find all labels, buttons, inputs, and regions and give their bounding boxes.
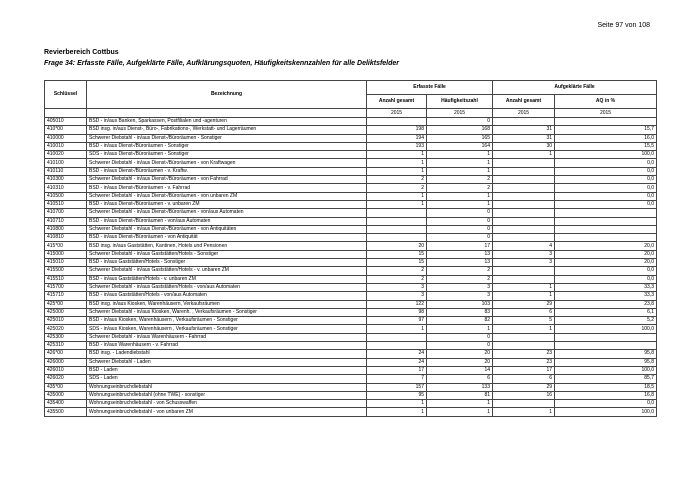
question-title: Frage 34: Erfasste Fälle, Aufgeklärte Fälle, Aufklärungsquoten, Häufigkeitskennzahlen für alle Deliktsfelder bbox=[44, 60, 400, 67]
table-row bbox=[45, 242, 657, 250]
table-row bbox=[45, 225, 657, 233]
row-haeufigkeitszahl: 0 bbox=[427, 209, 493, 217]
row-aufgeklaert bbox=[493, 159, 555, 167]
row-aufgeklaert: 23 bbox=[493, 350, 555, 358]
row-key: 410800 bbox=[45, 225, 87, 233]
row-anzahl: 1 bbox=[367, 167, 427, 175]
table-row bbox=[45, 383, 657, 391]
row-anzahl bbox=[367, 209, 427, 217]
table-row bbox=[45, 300, 657, 308]
row-aq: 0,0 bbox=[555, 267, 657, 275]
row-aq: 23,8 bbox=[555, 300, 657, 308]
row-haeufigkeitszahl: 1 bbox=[427, 192, 493, 200]
row-haeufigkeitszahl: 20 bbox=[427, 350, 493, 358]
row-label: BSD - in/aus Dienst-/Büroräumen - v. Fahrrad bbox=[87, 184, 367, 192]
row-anzahl: 98 bbox=[367, 308, 427, 316]
row-aq: 0,0 bbox=[555, 159, 657, 167]
table-row bbox=[45, 259, 657, 267]
row-label: Schwerer Diebstahl - in/aus Dienst-/Büroräumen - von Kraftwagen bbox=[87, 159, 367, 167]
table-row bbox=[45, 184, 657, 192]
row-aufgeklaert: 31 bbox=[493, 134, 555, 142]
row-anzahl: 194 bbox=[367, 134, 427, 142]
row-haeufigkeitszahl: 2 bbox=[427, 176, 493, 184]
row-anzahl: 3 bbox=[367, 283, 427, 291]
row-anzahl: 157 bbox=[367, 383, 427, 391]
row-haeufigkeitszahl: 83 bbox=[427, 308, 493, 316]
row-anzahl: 198 bbox=[367, 126, 427, 134]
table-row bbox=[45, 234, 657, 242]
row-aq bbox=[555, 209, 657, 217]
header-year: 2015 bbox=[427, 109, 493, 118]
table-row bbox=[45, 159, 657, 167]
header-bezeichnung: Bezeichnung bbox=[87, 81, 367, 109]
table-row bbox=[45, 325, 657, 333]
row-key: 415000 bbox=[45, 250, 87, 258]
row-label: SDS - in/aus Kiosken, Warenhäusern , Verkaufsräumen - Sonstiger bbox=[87, 325, 367, 333]
table-row bbox=[45, 400, 657, 408]
row-haeufigkeitszahl: 0 bbox=[427, 225, 493, 233]
row-key: 426010 bbox=[45, 366, 87, 374]
header-schluessel: Schlüssel bbox=[45, 81, 87, 109]
row-label: Schwerer Diebstahl - in/aus Dienst-/Büroräumen - von/aus Automaten bbox=[87, 209, 367, 217]
row-aufgeklaert bbox=[493, 176, 555, 184]
row-haeufigkeitszahl: 3 bbox=[427, 283, 493, 291]
row-aq: 95,8 bbox=[555, 358, 657, 366]
row-anzahl: 2 bbox=[367, 176, 427, 184]
row-key: 410000 bbox=[45, 134, 87, 142]
row-anzahl: 17 bbox=[367, 366, 427, 374]
row-aufgeklaert: 31 bbox=[493, 126, 555, 134]
row-label: Schwerer Diebstahl - in/aus Warenhäusern - Fahrrad bbox=[87, 333, 367, 341]
row-label: Wohnungseinbruchdiebstahl - von Schusswaffen bbox=[87, 400, 367, 408]
row-key: 410700 bbox=[45, 209, 87, 217]
row-aufgeklaert: 1 bbox=[493, 292, 555, 300]
row-key: 426020 bbox=[45, 375, 87, 383]
row-aufgeklaert: 1 bbox=[493, 283, 555, 291]
row-haeufigkeitszahl: 0 bbox=[427, 333, 493, 341]
row-haeufigkeitszahl: 13 bbox=[427, 259, 493, 267]
row-aq: 95,8 bbox=[555, 350, 657, 358]
row-aq: 0,0 bbox=[555, 400, 657, 408]
table-row bbox=[45, 134, 657, 142]
row-label: Schwerer Diebstahl - in/aus Dienst-/Büroräumen - Sonstiger bbox=[87, 134, 367, 142]
row-anzahl: 3 bbox=[367, 292, 427, 300]
row-anzahl bbox=[367, 333, 427, 341]
row-label: Schwerer Diebstahl - in/aus Kiosken, Warenh. , Verkaufsräumen - Sonstiger bbox=[87, 308, 367, 316]
row-haeufigkeitszahl: 0 bbox=[427, 342, 493, 350]
row-aq: 100,0 bbox=[555, 408, 657, 416]
row-aq: 16,0 bbox=[555, 134, 657, 142]
row-haeufigkeitszahl: 164 bbox=[427, 142, 493, 150]
row-label: Schwerer Diebstahl - in/aus Dienst-/Büroräumen - von unbaren ZM bbox=[87, 192, 367, 200]
row-anzahl: 2 bbox=[367, 275, 427, 283]
row-anzahl: 1 bbox=[367, 408, 427, 416]
row-aq: 0,0 bbox=[555, 275, 657, 283]
row-haeufigkeitszahl: 2 bbox=[427, 184, 493, 192]
row-key: 410310 bbox=[45, 184, 87, 192]
table-row bbox=[45, 317, 657, 325]
row-anzahl: 24 bbox=[367, 358, 427, 366]
row-aq: 15,5 bbox=[555, 142, 657, 150]
row-haeufigkeitszahl: 3 bbox=[427, 292, 493, 300]
row-aufgeklaert bbox=[493, 192, 555, 200]
row-key: 415710 bbox=[45, 292, 87, 300]
table-row bbox=[45, 292, 657, 300]
table-row bbox=[45, 267, 657, 275]
row-aufgeklaert: 6 bbox=[493, 308, 555, 316]
row-aufgeklaert: 1 bbox=[493, 151, 555, 159]
row-aq bbox=[555, 333, 657, 341]
table-row bbox=[45, 391, 657, 399]
row-anzahl: 122 bbox=[367, 300, 427, 308]
row-haeufigkeitszahl: 1 bbox=[427, 151, 493, 159]
row-aq: 33,3 bbox=[555, 283, 657, 291]
table-row bbox=[45, 209, 657, 217]
row-key: 410010 bbox=[45, 142, 87, 150]
row-key: 425300 bbox=[45, 333, 87, 341]
row-label: Schwerer Diebstahl - in/aus Dienst-/Büroräumen - von Antiquitäten bbox=[87, 225, 367, 233]
row-label: BSD - in/aus Warenhäusern - v. Fahrrad bbox=[87, 342, 367, 350]
row-label: Schwerer Diebstahl - in/aus Gaststätten/Hotels - Sonstiger bbox=[87, 250, 367, 258]
row-aufgeklaert: 30 bbox=[493, 142, 555, 150]
table-row bbox=[45, 366, 657, 374]
row-aufgeklaert bbox=[493, 167, 555, 175]
table-row bbox=[45, 283, 657, 291]
row-label: BSD insg. - Ladendiebstahl bbox=[87, 350, 367, 358]
table-row bbox=[45, 350, 657, 358]
row-aq: 33,3 bbox=[555, 292, 657, 300]
table-row bbox=[45, 217, 657, 225]
row-key: 435400 bbox=[45, 400, 87, 408]
table-row bbox=[45, 408, 657, 416]
region-title: Revierbereich Cottbus bbox=[44, 49, 119, 56]
row-key: 425310 bbox=[45, 342, 87, 350]
row-aq bbox=[555, 234, 657, 242]
row-anzahl: 2 bbox=[367, 267, 427, 275]
row-anzahl: 1 bbox=[367, 325, 427, 333]
row-aq: 16,8 bbox=[555, 391, 657, 399]
row-key: 426000 bbox=[45, 358, 87, 366]
row-anzahl: 1 bbox=[367, 159, 427, 167]
row-key: 410710 bbox=[45, 217, 87, 225]
row-haeufigkeitszahl: 2 bbox=[427, 275, 493, 283]
row-aufgeklaert: 17 bbox=[493, 366, 555, 374]
row-aufgeklaert bbox=[493, 234, 555, 242]
row-aufgeklaert bbox=[493, 333, 555, 341]
row-key: 435000 bbox=[45, 391, 87, 399]
row-anzahl: 1 bbox=[367, 151, 427, 159]
table-row bbox=[45, 375, 657, 383]
row-aufgeklaert bbox=[493, 118, 555, 126]
row-key: 415*00 bbox=[45, 242, 87, 250]
row-aq: 18,5 bbox=[555, 383, 657, 391]
row-key: 410300 bbox=[45, 176, 87, 184]
row-aufgeklaert bbox=[493, 217, 555, 225]
row-key: 435*00 bbox=[45, 383, 87, 391]
row-haeufigkeitszahl: 1 bbox=[427, 408, 493, 416]
row-haeufigkeitszahl: 13 bbox=[427, 250, 493, 258]
page-number: Seite 97 von 108 bbox=[597, 22, 650, 29]
row-aq: 6,1 bbox=[555, 308, 657, 316]
row-key: 410510 bbox=[45, 200, 87, 208]
row-aq: 20,0 bbox=[555, 250, 657, 258]
row-label: BSD - in/aus Dienst-/Büroräumen - v. Kraftw. bbox=[87, 167, 367, 175]
row-anzahl: 15 bbox=[367, 259, 427, 267]
row-aq: 15,7 bbox=[555, 126, 657, 134]
row-haeufigkeitszahl: 1 bbox=[427, 200, 493, 208]
row-key: 410500 bbox=[45, 192, 87, 200]
row-haeufigkeitszahl: 1 bbox=[427, 159, 493, 167]
row-haeufigkeitszahl: 1 bbox=[427, 325, 493, 333]
row-aufgeklaert bbox=[493, 225, 555, 233]
row-anzahl: 2 bbox=[367, 184, 427, 192]
table-row bbox=[45, 151, 657, 159]
row-label: Wohnungseinbruchdiebstahl bbox=[87, 383, 367, 391]
table-row bbox=[45, 308, 657, 316]
row-haeufigkeitszahl: 165 bbox=[427, 134, 493, 142]
statistics-table bbox=[44, 80, 657, 417]
row-aq bbox=[555, 225, 657, 233]
row-aufgeklaert: 6 bbox=[493, 375, 555, 383]
row-aufgeklaert: 4 bbox=[493, 242, 555, 250]
row-haeufigkeitszahl: 20 bbox=[427, 358, 493, 366]
row-key: 425*00 bbox=[45, 300, 87, 308]
row-haeufigkeitszahl: 1 bbox=[427, 167, 493, 175]
table-row bbox=[45, 275, 657, 283]
row-aufgeklaert bbox=[493, 200, 555, 208]
row-haeufigkeitszahl: 17 bbox=[427, 242, 493, 250]
row-anzahl bbox=[367, 217, 427, 225]
row-haeufigkeitszahl: 133 bbox=[427, 383, 493, 391]
row-haeufigkeitszahl: 82 bbox=[427, 317, 493, 325]
row-aq bbox=[555, 217, 657, 225]
row-aufgeklaert: 5 bbox=[493, 317, 555, 325]
header-year: 2015 bbox=[555, 109, 657, 118]
table-row bbox=[45, 192, 657, 200]
row-haeufigkeitszahl: 2 bbox=[427, 267, 493, 275]
table-row bbox=[45, 342, 657, 350]
row-key: 410110 bbox=[45, 167, 87, 175]
table-body bbox=[45, 118, 657, 417]
row-aq: 0,0 bbox=[555, 176, 657, 184]
row-haeufigkeitszahl: 1 bbox=[427, 400, 493, 408]
row-aq: 0,0 bbox=[555, 184, 657, 192]
row-label: Schwerer Diebstahl - in/aus Gaststätten/Hotels - v. unbaren ZM bbox=[87, 267, 367, 275]
table-row bbox=[45, 176, 657, 184]
row-key: 425020 bbox=[45, 325, 87, 333]
row-key: 415510 bbox=[45, 275, 87, 283]
row-key: 410100 bbox=[45, 159, 87, 167]
row-aq: 100,0 bbox=[555, 325, 657, 333]
row-label: BSD - in/aus Dienst-/Büroräumen - v. unbaren ZM bbox=[87, 200, 367, 208]
row-label: BSD insg. in/aus Kiosken, Warenhäusern, Verkaufsräumen bbox=[87, 300, 367, 308]
row-aq: 85,7 bbox=[555, 375, 657, 383]
header-spacer bbox=[87, 109, 367, 118]
row-key: 435500 bbox=[45, 408, 87, 416]
row-aq: 100,0 bbox=[555, 366, 657, 374]
row-key: 405010 bbox=[45, 118, 87, 126]
row-aq: 0,0 bbox=[555, 167, 657, 175]
header-year: 2015 bbox=[493, 109, 555, 118]
row-haeufigkeitszahl: 0 bbox=[427, 234, 493, 242]
row-label: BSD - in/aus Gaststätten/Hotels - v. unbaren ZM bbox=[87, 275, 367, 283]
row-key: 415010 bbox=[45, 259, 87, 267]
row-label: Wohnungseinbruchdiebstahl (ohne TWE) - sonstiger bbox=[87, 391, 367, 399]
row-aq: 5,2 bbox=[555, 317, 657, 325]
row-aufgeklaert bbox=[493, 342, 555, 350]
row-anzahl: 1 bbox=[367, 400, 427, 408]
row-anzahl: 193 bbox=[367, 142, 427, 150]
row-aq: 100,0 bbox=[555, 151, 657, 159]
row-aufgeklaert bbox=[493, 209, 555, 217]
table-row bbox=[45, 118, 657, 126]
table-row bbox=[45, 200, 657, 208]
row-haeufigkeitszahl: 0 bbox=[427, 118, 493, 126]
header-haeufigkeitszahl: Häufigkeitszahl bbox=[427, 95, 493, 109]
row-aufgeklaert: 1 bbox=[493, 408, 555, 416]
row-aufgeklaert: 23 bbox=[493, 358, 555, 366]
row-anzahl: 97 bbox=[367, 317, 427, 325]
row-anzahl: 95 bbox=[367, 391, 427, 399]
row-label: Schwerer Diebstahl - in/aus Gaststätten/Hotels - von/aus Automaten bbox=[87, 283, 367, 291]
row-key: 410810 bbox=[45, 234, 87, 242]
row-key: 415700 bbox=[45, 283, 87, 291]
row-label: SDS - in/aus Dienst-/Büroräumen - Sonstiger bbox=[87, 151, 367, 159]
row-haeufigkeitszahl: 14 bbox=[427, 366, 493, 374]
table-row bbox=[45, 126, 657, 134]
row-haeufigkeitszahl: 6 bbox=[427, 375, 493, 383]
row-label: BSD - in/aus Kiosken, Warenhäusern , Verkaufsräumen - Sonstiger bbox=[87, 317, 367, 325]
row-anzahl: 1 bbox=[367, 192, 427, 200]
row-anzahl: 7 bbox=[367, 375, 427, 383]
row-key: 410*00 bbox=[45, 126, 87, 134]
row-aq: 0,0 bbox=[555, 200, 657, 208]
row-label: Wohnungseinbruchdiebstahl - von unbaren ZM bbox=[87, 408, 367, 416]
row-aq: 0,0 bbox=[555, 192, 657, 200]
row-aufgeklaert: 16 bbox=[493, 391, 555, 399]
header-aq-prozent: AQ in % bbox=[555, 95, 657, 109]
row-aufgeklaert: 3 bbox=[493, 259, 555, 267]
table-row bbox=[45, 358, 657, 366]
row-label: BSD - in/aus Banken, Sparkassen, Postfilialen und -agenturen bbox=[87, 118, 367, 126]
row-anzahl bbox=[367, 342, 427, 350]
row-label: BSD insg. in/aus Gaststätten, Kantinen, Hotels und Pensionen bbox=[87, 242, 367, 250]
table-row bbox=[45, 250, 657, 258]
table-row bbox=[45, 142, 657, 150]
row-label: BSD - in/aus Gaststätten/Hotels - von/aus Automaten bbox=[87, 292, 367, 300]
row-aufgeklaert: 29 bbox=[493, 300, 555, 308]
header-erfasste-faelle: Erfasste Fälle bbox=[367, 81, 493, 95]
row-anzahl: 20 bbox=[367, 242, 427, 250]
row-aufgeklaert bbox=[493, 400, 555, 408]
row-label: BSD - in/aus Dienst-/Büroräumen - Sonstiger bbox=[87, 142, 367, 150]
row-aq: 20,0 bbox=[555, 242, 657, 250]
row-aufgeklaert: 29 bbox=[493, 383, 555, 391]
row-label: Schwerer Diebstahl - Laden bbox=[87, 358, 367, 366]
row-label: BSD insg. in/aus Dienst-, Büro-, Fabrikations-, Werkstatt- und Lagerräumen bbox=[87, 126, 367, 134]
row-aufgeklaert bbox=[493, 267, 555, 275]
row-label: BSD - Laden bbox=[87, 366, 367, 374]
header-year: 2015 bbox=[367, 109, 427, 118]
table-row bbox=[45, 333, 657, 341]
row-key: 410020 bbox=[45, 151, 87, 159]
row-anzahl: 24 bbox=[367, 350, 427, 358]
header-anzahl-gesamt: Anzahl gesamt bbox=[367, 95, 427, 109]
row-label: BSD - in/aus Gaststätten/Hotels - Sonstiger bbox=[87, 259, 367, 267]
row-anzahl: 1 bbox=[367, 200, 427, 208]
row-aufgeklaert: 3 bbox=[493, 250, 555, 258]
table-row bbox=[45, 167, 657, 175]
header-anzahl-gesamt-aufgeklaert: Anzahl gesamt bbox=[493, 95, 555, 109]
row-label: SDS - Laden bbox=[87, 375, 367, 383]
row-aufgeklaert bbox=[493, 184, 555, 192]
row-aq: 20,0 bbox=[555, 259, 657, 267]
row-anzahl bbox=[367, 234, 427, 242]
row-haeufigkeitszahl: 81 bbox=[427, 391, 493, 399]
row-key: 415500 bbox=[45, 267, 87, 275]
row-aq bbox=[555, 342, 657, 350]
row-anzahl bbox=[367, 225, 427, 233]
row-aufgeklaert bbox=[493, 275, 555, 283]
row-key: 425010 bbox=[45, 317, 87, 325]
row-aq bbox=[555, 118, 657, 126]
row-haeufigkeitszahl: 103 bbox=[427, 300, 493, 308]
row-key: 426*00 bbox=[45, 350, 87, 358]
row-label: BSD - in/aus Dienst-/Büroräumen - von Antiquität bbox=[87, 234, 367, 242]
row-aufgeklaert: 1 bbox=[493, 325, 555, 333]
row-label: BSD - in/aus Dienst-/Büroräumen - von/aus Automaten bbox=[87, 217, 367, 225]
header-spacer bbox=[45, 109, 87, 118]
row-anzahl: 15 bbox=[367, 250, 427, 258]
row-key: 425000 bbox=[45, 308, 87, 316]
header-aufgeklaerte-faelle: Aufgeklärte Fälle bbox=[493, 81, 657, 95]
row-anzahl bbox=[367, 118, 427, 126]
row-label: Schwerer Diebstahl - in/aus Dienst-/Büroräumen - von Fahrrad bbox=[87, 176, 367, 184]
row-haeufigkeitszahl: 168 bbox=[427, 126, 493, 134]
row-haeufigkeitszahl: 0 bbox=[427, 217, 493, 225]
